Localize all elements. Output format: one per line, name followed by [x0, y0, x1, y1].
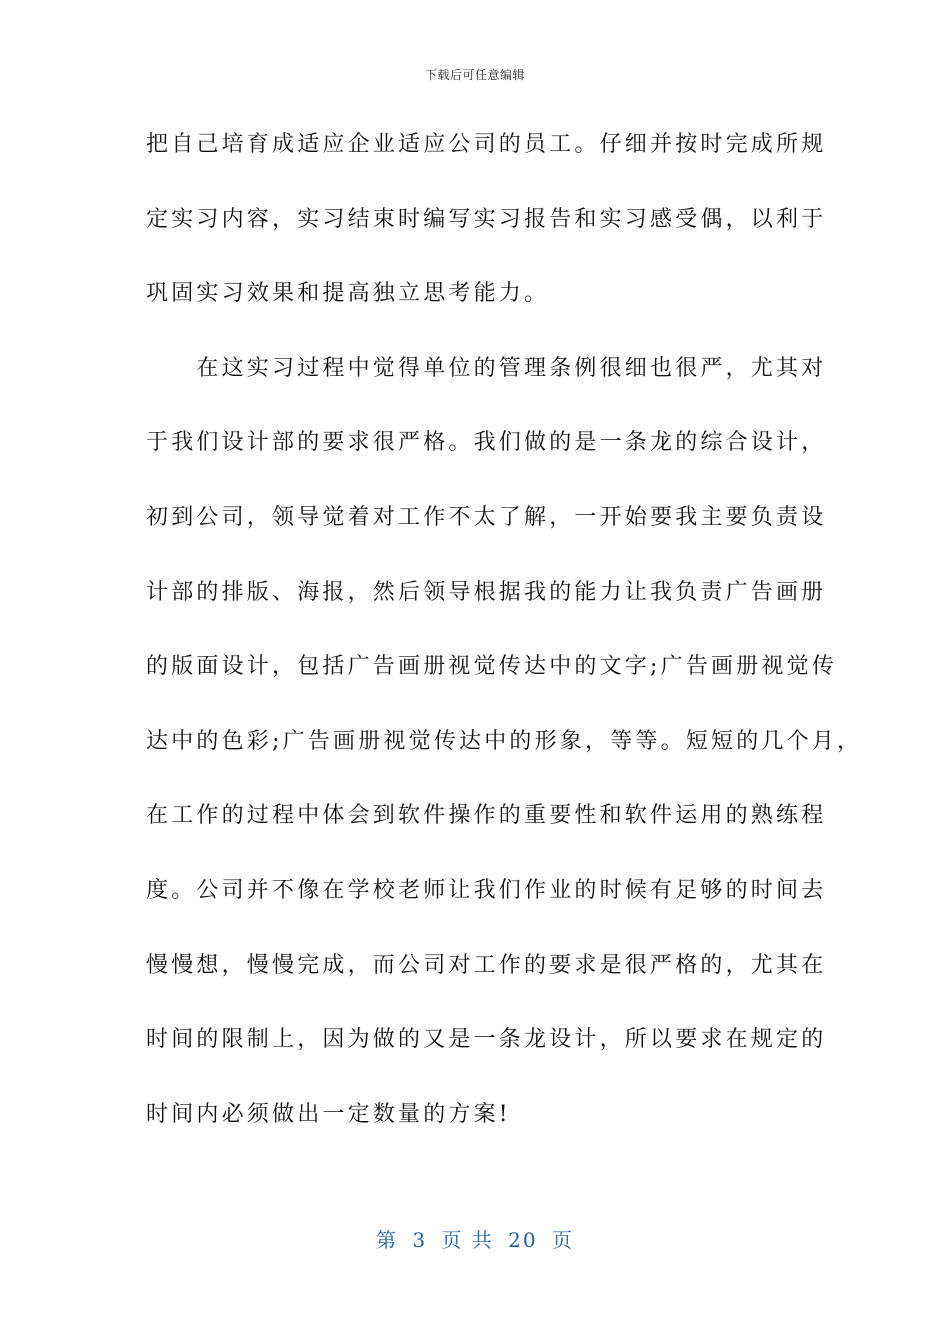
total-page-count: 20	[508, 1228, 538, 1252]
text-line: 的版面设计，包括广告画册视觉传达中的文字;广告画册视觉传	[146, 654, 838, 680]
text-line: 定实习内容，实习结束时编写实习报告和实习感受偶，以利于	[146, 206, 827, 232]
text-line: 慢慢想，慢慢完成，而公司对工作的要求是很严格的，尤其在	[146, 952, 827, 978]
document-body	[146, 126, 863, 1170]
page-footer	[0, 1224, 950, 1253]
text-line: 初到公司，领导觉着对工作不太了解，一开始要我主要负责设	[146, 504, 827, 530]
text-line: 达中的色彩;广告画册视觉传达中的形象，等等。短短的几个月，	[146, 728, 863, 754]
text-line: 于我们设计部的要求很严格。我们做的是一条龙的综合设计，	[146, 430, 827, 456]
footer-prefix: 第	[376, 1228, 398, 1252]
footer-suffix: 页	[551, 1228, 574, 1252]
text-line: 把自己培育成适应企业适应公司的员工。仔细并按时完成所规	[146, 132, 827, 157]
text-line: 时间的限制上，因为做的又是一条龙设计，所以要求在规定的	[146, 1027, 827, 1053]
text-line: 巩固实习效果和提高独立思考能力。	[146, 281, 550, 307]
text-line: 在工作的过程中体会到软件操作的重要性和软件运用的熟练程	[146, 803, 827, 829]
page-header-note: 下载后可任意编辑	[424, 68, 525, 82]
text-line: 计部的排版、海报，然后领导根据我的能力让我负责广告画册	[146, 579, 827, 605]
footer-mid: 页 共	[441, 1228, 494, 1252]
text-line: 度。公司并不像在学校老师让我们作业的时候有足够的时间去	[146, 877, 827, 903]
current-page-number: 3	[412, 1228, 428, 1252]
text-line: 时间内必须做出一定数量的方案!	[146, 1101, 511, 1127]
text-line: 在这实习过程中觉得单位的管理条例很细也很严，尤其对	[146, 355, 827, 381]
